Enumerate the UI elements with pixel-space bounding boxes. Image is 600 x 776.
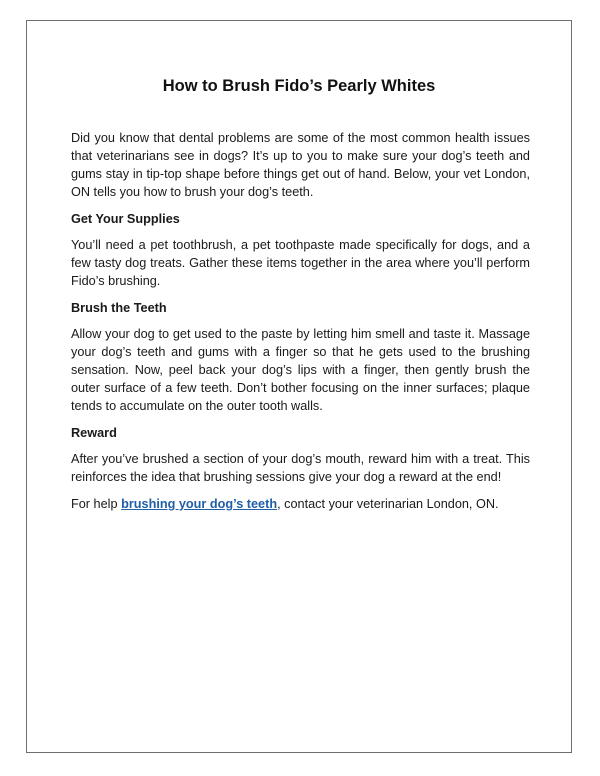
document-page bbox=[26, 20, 572, 753]
section-heading-reward: Reward bbox=[71, 426, 117, 440]
closing-suffix: , contact your veterinarian London, ON. bbox=[277, 497, 499, 511]
intro-paragraph: Did you know that dental problems are some of the most common health issues that veterinarians see in dogs? It’s up to you to make sure your dog’s teeth and gums stay in tip-top shape before things get out of hand. Below, your vet London, ON tells you how to brush your dog’s teeth. bbox=[71, 131, 530, 199]
closing-prefix: For help bbox=[71, 497, 122, 511]
section-heading-supplies: Get Your Supplies bbox=[71, 212, 180, 226]
closing-paragraph bbox=[71, 495, 530, 513]
section-body-reward: After you’ve brushed a section of your dog’s mouth, reward him with a treat. This reinforces the idea that brushing sessions give your dog a reward at the end! bbox=[71, 452, 530, 484]
page-title: How to Brush Fido’s Pearly Whites bbox=[162, 77, 436, 95]
section-body-supplies: You’ll need a pet toothbrush, a pet toothpaste made specifically for dogs, and a few tasty dog treats. Gather these items together in the area where you’ll perform Fido’s brushing. bbox=[71, 238, 530, 288]
brushing-teeth-link[interactable]: brushing your dog’s teeth bbox=[121, 497, 278, 511]
article-body bbox=[71, 129, 530, 513]
section-body-brush: Allow your dog to get used to the paste by letting him smell and taste it. Massage your dog’s teeth and gums with a finger so that he gets used to the brushing sensation. Now, peel back your dog’s lips with a finger, then gently brush the outer surface of a few teeth. Don’t bother focusing on the inner surfaces; plaque tends to accumulate on the outer tooth walls. bbox=[71, 327, 530, 413]
section-heading-brush: Brush the Teeth bbox=[71, 301, 167, 315]
